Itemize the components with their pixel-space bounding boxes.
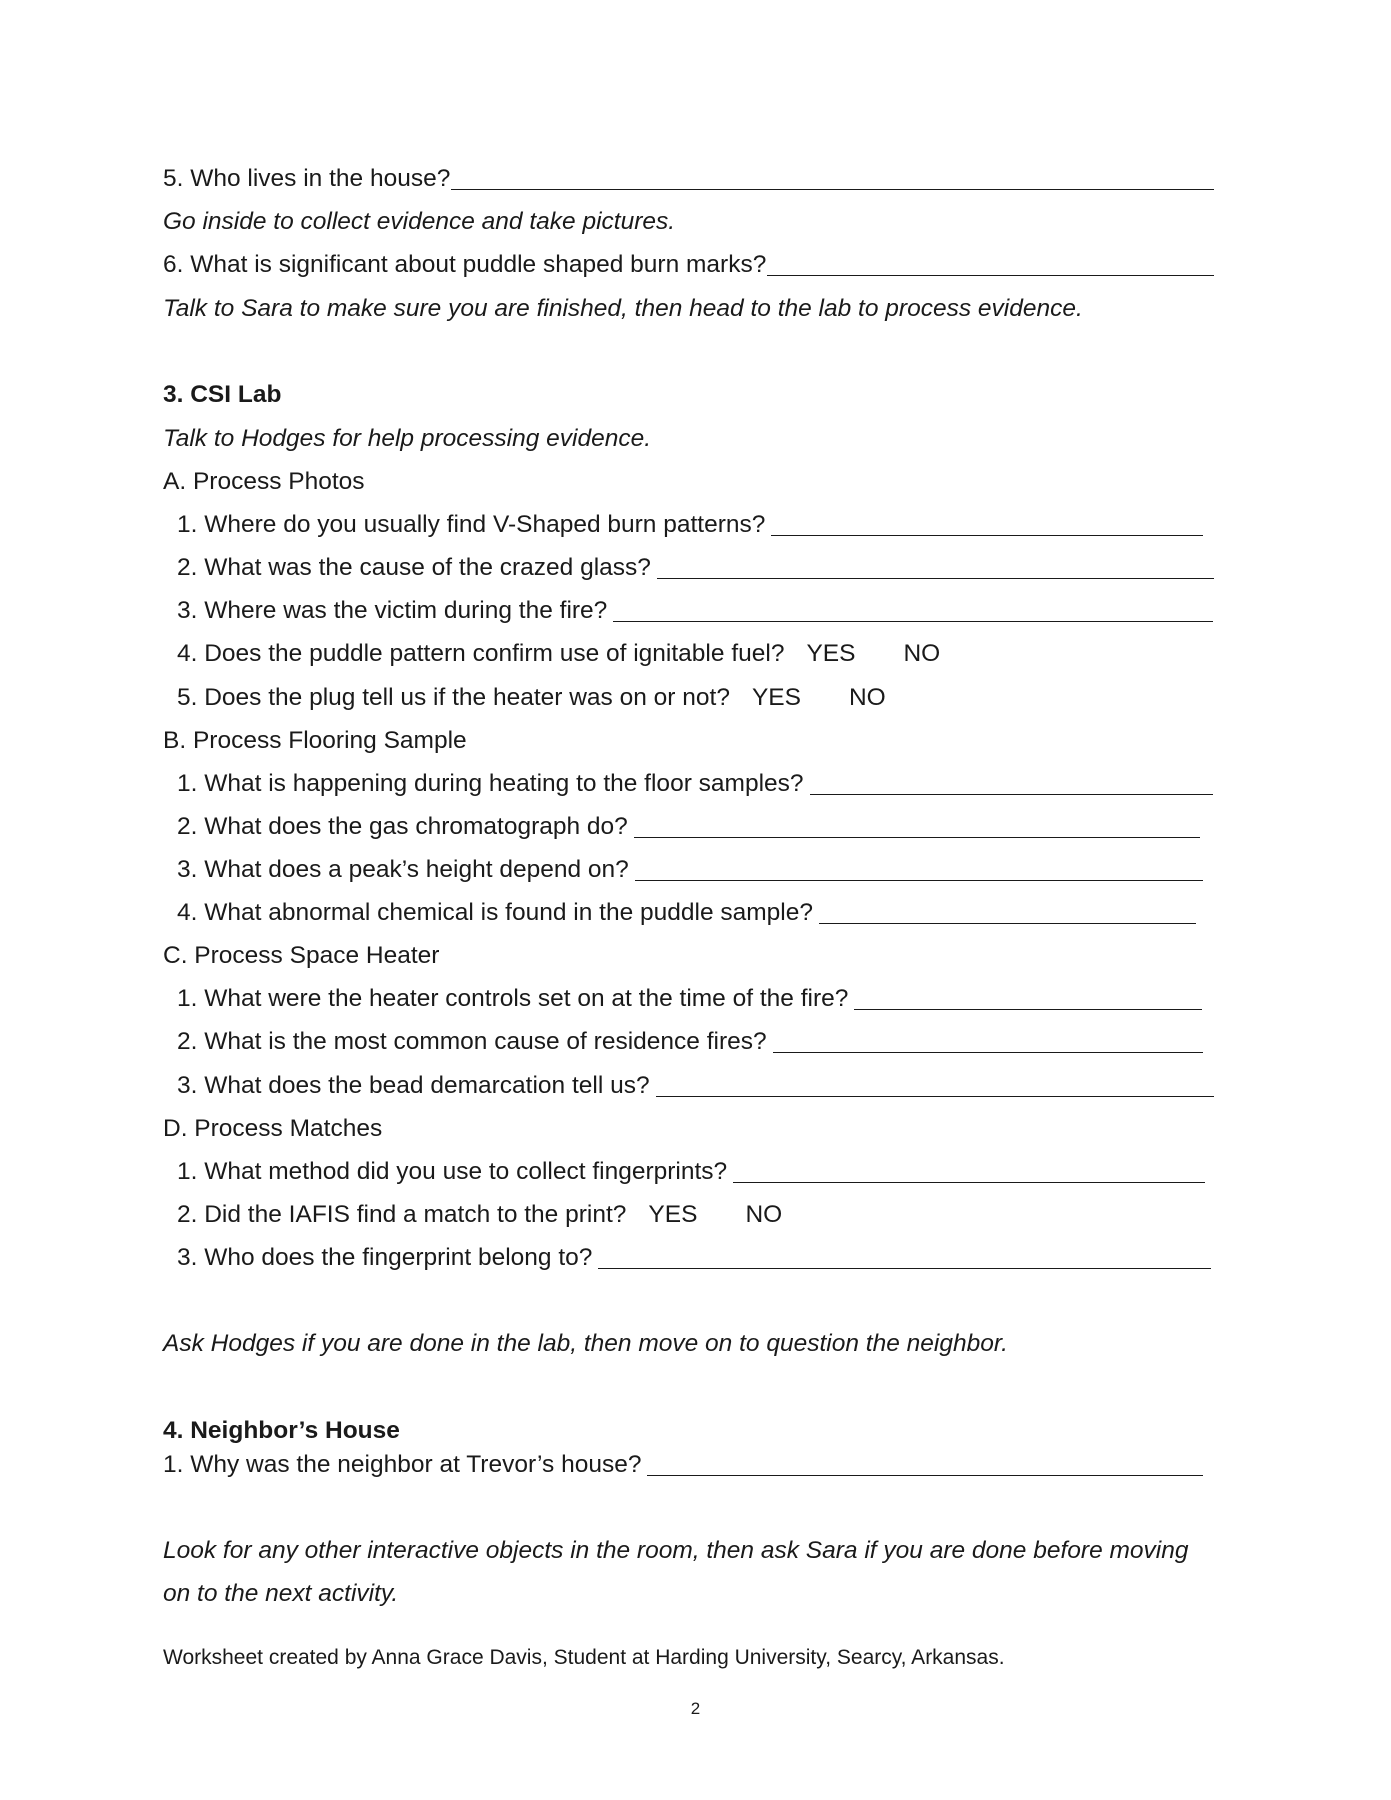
- yes-option[interactable]: YES: [648, 1201, 698, 1228]
- answer-line[interactable]: [647, 1474, 1203, 1476]
- instruction-talk-sara: Talk to Sara to make sure you are finished, then head to the lab to process evidence.: [163, 295, 1083, 322]
- question-gas-chromatograph: 2. What does the gas chromatograph do?: [177, 812, 1200, 842]
- answer-line[interactable]: [635, 879, 1203, 881]
- answer-line[interactable]: [819, 922, 1196, 924]
- answer-line[interactable]: [773, 1051, 1203, 1053]
- answer-line[interactable]: [771, 534, 1203, 536]
- answer-line[interactable]: [657, 577, 1214, 579]
- question-crazed-glass: 2. What was the cause of the crazed glass?: [177, 553, 1214, 583]
- instruction-look-objects-1: Look for any other interactive objects in the room, then ask Sara if you are done before moving: [163, 1537, 1189, 1564]
- no-option[interactable]: NO: [848, 684, 886, 711]
- question-abnormal-chemical: 4. What abnormal chemical is found in the puddle sample?: [177, 898, 1196, 928]
- question-heating-floor: 1. What is happening during heating to the floor samples?: [177, 769, 1213, 799]
- no-option[interactable]: NO: [745, 1201, 783, 1228]
- instruction-collect-evidence: Go inside to collect evidence and take pictures.: [163, 208, 676, 235]
- instruction-ask-hodges: Ask Hodges if you are done in the lab, then move on to question the neighbor.: [163, 1330, 1008, 1357]
- yes-option[interactable]: YES: [806, 640, 856, 667]
- no-option[interactable]: NO: [903, 640, 941, 667]
- page-number: 2: [690, 1699, 701, 1718]
- answer-line[interactable]: [598, 1267, 1211, 1269]
- question-victim-location: 3. Where was the victim during the fire?: [177, 596, 1213, 626]
- subsection-process-matches: D. Process Matches: [163, 1115, 383, 1142]
- question-fingerprint-method: 1. What method did you use to collect fingerprints?: [177, 1157, 1205, 1187]
- question-bead-demarcation: 3. What does the bead demarcation tell us?: [177, 1071, 1214, 1101]
- question-puddle-burn: 6. What is significant about puddle shaped burn marks?: [163, 250, 1214, 280]
- question-who-lives: 5. Who lives in the house?: [163, 164, 1214, 194]
- question-peak-height: 3. What does a peak’s height depend on?: [177, 855, 1203, 885]
- answer-line[interactable]: [854, 1008, 1202, 1010]
- question-puddle-fuel: 4. Does the puddle pattern confirm use of ignitable fuel? YES NO: [177, 640, 941, 667]
- question-residence-fires: 2. What is the most common cause of residence fires?: [177, 1027, 1203, 1057]
- section-heading-csi-lab: 3. CSI Lab: [163, 381, 282, 408]
- answer-line[interactable]: [767, 274, 1214, 276]
- question-iafis-match: 2. Did the IAFIS find a match to the print? YES NO: [177, 1201, 783, 1228]
- section-heading-neighbors-house: 4. Neighbor’s House: [163, 1417, 400, 1444]
- question-plug-heater: 5. Does the plug tell us if the heater was on or not? YES NO: [177, 684, 886, 711]
- subsection-process-heater: C. Process Space Heater: [163, 942, 440, 969]
- question-neighbor-reason: 1. Why was the neighbor at Trevor’s house?: [163, 1450, 1203, 1480]
- question-v-shaped: 1. Where do you usually find V-Shaped burn patterns?: [177, 510, 1203, 540]
- yes-option[interactable]: YES: [751, 684, 801, 711]
- answer-line[interactable]: [634, 836, 1200, 838]
- instruction-look-objects-2: on to the next activity.: [163, 1580, 399, 1607]
- answer-line[interactable]: [613, 620, 1213, 622]
- subsection-process-photos: A. Process Photos: [163, 468, 365, 495]
- worksheet-credit: Worksheet created by Anna Grace Davis, Student at Harding University, Searcy, Arkansas.: [163, 1646, 1005, 1669]
- answer-line[interactable]: [656, 1095, 1214, 1097]
- question-fingerprint-owner: 3. Who does the fingerprint belong to?: [177, 1243, 1211, 1273]
- answer-line[interactable]: [451, 188, 1214, 190]
- answer-line[interactable]: [810, 793, 1213, 795]
- subsection-process-flooring: B. Process Flooring Sample: [163, 727, 467, 754]
- question-heater-controls: 1. What were the heater controls set on at the time of the fire?: [177, 984, 1202, 1014]
- answer-line[interactable]: [733, 1181, 1205, 1183]
- instruction-talk-hodges: Talk to Hodges for help processing evidence.: [163, 425, 652, 452]
